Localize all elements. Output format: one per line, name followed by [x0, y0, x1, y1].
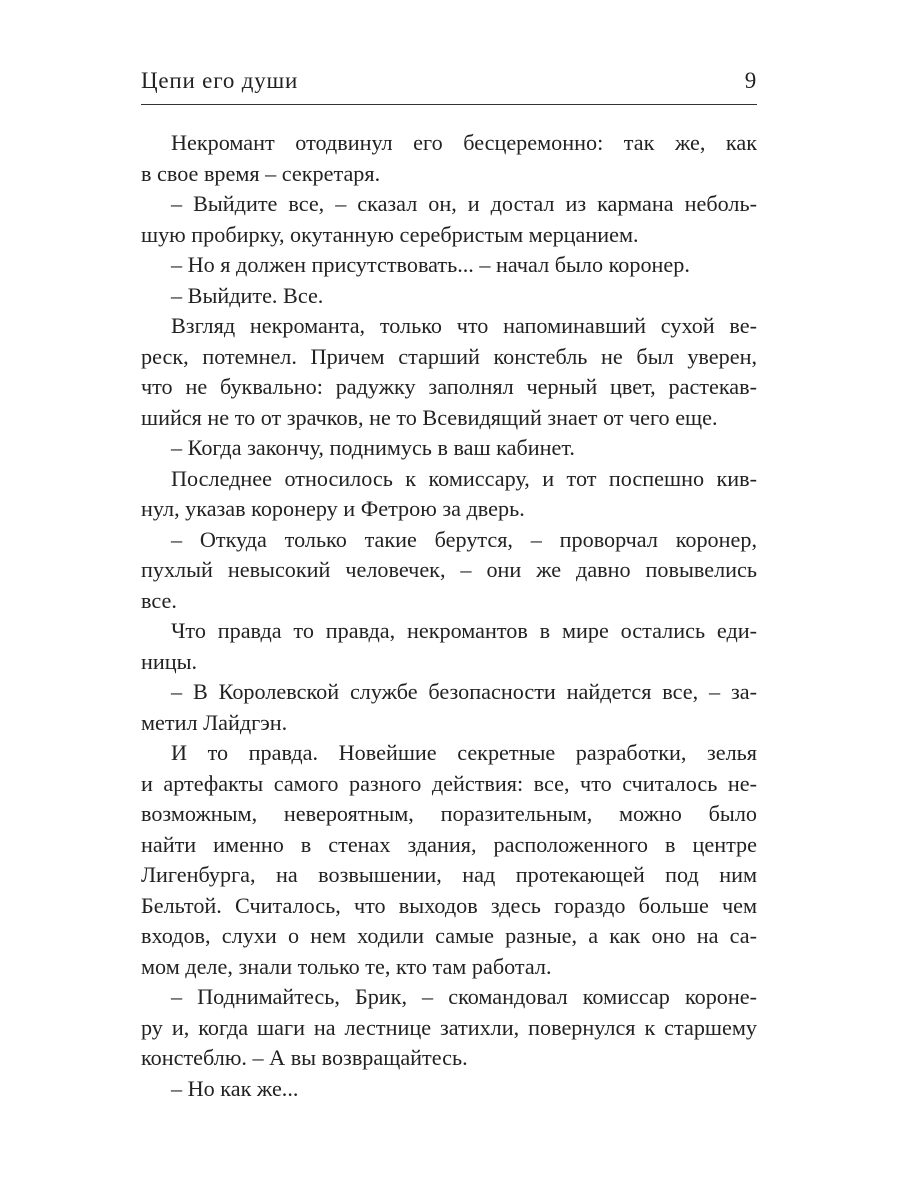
text-line: пухлый невысокий человечек, – они же давно повывелись [141, 557, 757, 582]
text-line: мом деле, знали только те, кто там работал. [141, 953, 552, 979]
text-line: – Выйдите все, – сказал он, и достал из кармана неболь- [171, 191, 757, 216]
text-line: ру и, когда шаги на лестнице затихли, повернулся к старшему [141, 1014, 757, 1040]
text-line: найти именно в стенах здания, расположенного в центре [141, 831, 757, 857]
text-line: И то правда. Новейшие секретные разработки, зелья [171, 740, 757, 765]
text-line: – Но я должен присутствовать... – начал было коронер. [171, 252, 690, 277]
text-line: Бельтой. Считалось, что выходов здесь гораздо больше чем [141, 892, 757, 918]
text-line: Лигенбурга, на возвышении, над протекающей под ним [141, 862, 757, 887]
text-line: реск, потемнел. Причем старший констебль не был уверен, [141, 343, 757, 369]
text-line: что не буквально: радужку заполнял черный цвет, растекав- [141, 374, 757, 399]
text-line: входов, слухи о нем ходили самые разные, а как оно на са- [141, 923, 757, 948]
body-text [141, 128, 757, 1104]
text-line: все. [141, 587, 177, 613]
header-rule [141, 104, 757, 105]
text-line: Последнее относилось к комиссару, и тот поспешно кив- [171, 465, 757, 491]
text-line: ницы. [141, 648, 198, 674]
text-line: – В Королевской службе безопасности найдется все, – за- [171, 679, 757, 704]
text-line: шую пробирку, окутанную серебристым мерцанием. [141, 221, 639, 247]
text-line: Некромант отодвинул его бесцеремонно: так же, как [171, 130, 757, 155]
text-line: метил Лайдгэн. [141, 709, 288, 735]
text-line: нул, указав коронеру и Фетрою за дверь. [141, 496, 525, 521]
text-line: Что правда то правда, некромантов в мире остались еди- [171, 618, 757, 643]
page-number: 9 [744, 68, 757, 93]
text-line: в свое время – секретаря. [141, 160, 381, 186]
text-line: возможным, невероятным, поразительным, можно было [141, 801, 757, 826]
book-title: Цепи его души [141, 68, 299, 93]
text-line: – Откуда только такие берутся, – проворчал коронер, [171, 526, 757, 552]
running-head [141, 68, 757, 100]
text-line: Взгляд некроманта, только что напоминавший сухой ве- [171, 313, 757, 338]
text-line: – Выйдите. Все. [171, 282, 324, 308]
text-line: – Когда закончу, поднимусь в ваш кабинет. [171, 435, 575, 460]
text-line: – Поднимайтесь, Брик, – скомандовал комиссар короне- [171, 984, 757, 1009]
text-line: констеблю. – А вы возвращайтесь. [141, 1045, 468, 1070]
text-line: и артефакты самого разного действия: все, что считалось не- [141, 770, 757, 796]
text-line: – Но как же... [171, 1075, 299, 1101]
text-line: шийся не то от зрачков, не то Всевидящий знает от чего еще. [141, 404, 718, 430]
